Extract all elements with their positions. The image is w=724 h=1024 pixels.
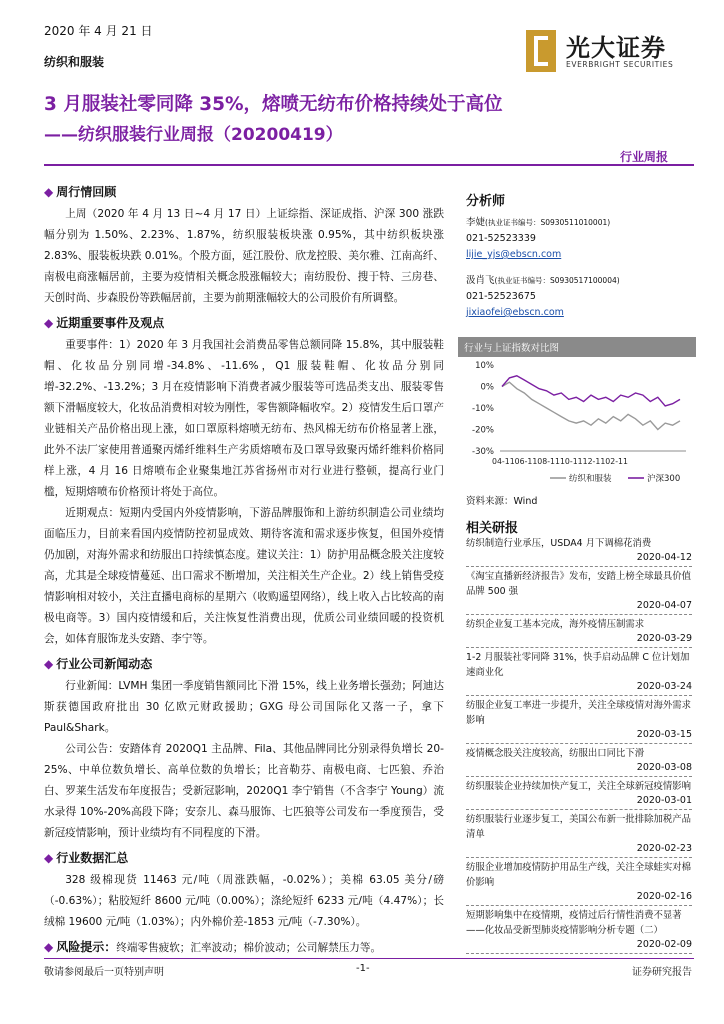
analyst-phone: 021-52523675 <box>466 291 536 302</box>
related-report-title[interactable]: 1-2 月服装社零同降 31%，快手启动品牌 C 位计划加速商业化 <box>466 652 690 678</box>
y-tick-label: -20% <box>472 425 494 436</box>
related-report-item[interactable] <box>466 534 692 567</box>
logo-name-cn: 光大证券 <box>566 33 666 62</box>
paragraph: 上周（2020 年 4 月 13 日~4 月 17 日）上证综指、深证成指、沪深 300 涨跌幅分别为 1.50%、2.23%、1.87%，纺织服装板块涨 0.95%，其中纺织板块涨 2.83%、服装板块跌 0.01%。个股方面，延江股份、欣龙控股、美尔雅、江南高纤、南极电商涨幅居前，主要为疫情相关概念股涨幅较大；南纺股份、搜于特、三房巷、天创时尚、步森股份等跌幅居前，主要为前期涨幅较大的公司股价有所调整。 <box>44 208 444 304</box>
related-reports-list <box>466 534 692 954</box>
related-report-item[interactable] <box>466 648 692 696</box>
paragraph: 328 级棉现货 11463 元/吨（周涨跌幅，-0.02%）；美棉 63.05 美分/磅（-0.63%）；粘胶短纤 8600 元/吨（0.00%）；涤纶短纤 6233 元/吨（4.47%）；长绒棉 19600 元/吨（1.03%）；内外棉价差-1853 元/吨（-7.30%）。 <box>44 874 444 928</box>
logo-name-en: EVERBRIGHT SECURITIES <box>566 60 674 69</box>
x-tick-labels: 04-1106-1108-1110-1112-1102-11 <box>492 457 628 466</box>
related-report-title[interactable]: 疫情概念股关注度较高，纺服出口同比下滑 <box>466 748 645 759</box>
analyst-panel <box>466 190 696 321</box>
diamond-icon: ◆ <box>44 657 54 671</box>
title-divider <box>44 164 694 166</box>
disclaimer-note: 敬请参阅最后一页特别声明 <box>44 967 164 978</box>
section-key-events <box>44 314 444 650</box>
section-heading: 近期重要事件及观点 <box>56 316 165 330</box>
analyst-cert: (执业证书编号：S0930517100004) <box>494 276 620 285</box>
section-industry-data <box>44 849 444 933</box>
footer-label: 证券研究报告 <box>632 967 692 978</box>
series-line <box>502 382 680 429</box>
diamond-icon: ◆ <box>44 316 54 330</box>
related-report-item[interactable] <box>466 777 692 810</box>
analyst-email-link[interactable]: lijie_yjs@ebscn.com <box>466 249 562 260</box>
main-content <box>44 178 444 959</box>
paragraph: 近期观点：短期内受国内外疫情影响，下游品牌服饰和上游纺织制造公司业绩均面临压力，目前来看国内疫情防控初显成效、期待客流和需求逐步恢复，但国外疫情仍加剧，对海外需求和纺服出口持续慎态度。建议关注：1）防护用品概念股关注度较高，尤其是全球疫情蔓延、出口需求不断增加，关注相关生产企业。2）线上销售受疫情影响相对较小，关注直播电商标的星期六（收购遥望网络），线上收入占比较高的南极电商等。3）国内疫情缓和后，关注恢复性消费出现，优质公司业绩回暖的投资机会，如体育服饰龙头安踏、李宁等。 <box>44 507 444 645</box>
related-report-title[interactable]: 纺织企业复工基本完成，海外疫情压制需求 <box>466 619 645 630</box>
paragraph: 公司公告：安踏体育 2020Q1 主品牌、Fila、其他品牌同比分别录得负增长 20-25%、中单位数负增长、高单位数的负增长；比音勒芬、南极电商、七匹狼、乔治白、罗莱生活发布年度报告；受新冠影响，2020Q1 李宁销售（不含李宁 Young）流水录得 10%-20%高段下降；安奈儿、森马服饰、七匹狼等公司发布一季度预告，受新冠疫情影响，预计业绩均有不同程度的下滑。 <box>44 743 444 839</box>
risk-heading: 风险提示： <box>56 940 117 954</box>
related-report-date: 2020-02-16 <box>636 891 692 902</box>
related-report-item[interactable] <box>466 567 692 615</box>
chart-source: 资料来源：Wind <box>466 496 538 507</box>
report-subtitle: ——纺织服装行业周报（20200419） <box>44 125 343 145</box>
diamond-icon: ◆ <box>44 940 54 954</box>
related-report-date: 2020-02-23 <box>636 843 692 854</box>
analyst-card <box>466 273 696 321</box>
report-type-label: 行业周报 <box>620 150 669 164</box>
series-line <box>502 376 680 406</box>
paragraph: 重要事件：1）2020 年 3 月我国社会消费品零售总额同降 15.8%，其中服装鞋帽、化妆品分别同增-34.8%、-11.6%，Q1 服装鞋帽、化妆品分别同增-32.2%、-13.2%；3 月在疫情影响下消费者减少服装等可选品类支出、服装零售额下滑幅度较大，化妆品消费相对较为刚性，零售额降幅收窄。2）疫情发生后口罩产业链相关产品价格出现上涨，如口罩原料熔喷无纺布、热风棉无纺布价格显著上涨，此外不法厂家使用普通聚丙烯纤维料生产劣质熔喷布及口罩导致聚丙烯纤维料价格同样上涨，4 月 16 日熔喷布企业聚集地江苏省扬州市对行业进行整顿，提高行业门槛，短期熔喷布价格预计将处于高位。 <box>44 339 444 498</box>
related-report-date: 2020-04-07 <box>636 600 692 611</box>
related-report-date: 2020-03-01 <box>636 795 692 806</box>
section-heading: 行业数据汇总 <box>56 851 129 865</box>
legend-label: 沪深300 <box>647 474 681 484</box>
page-number: -1- <box>356 963 370 974</box>
related-report-item[interactable] <box>466 696 692 744</box>
related-report-item[interactable] <box>466 906 692 954</box>
comparison-chart <box>458 337 696 487</box>
analyst-card <box>466 215 696 263</box>
analyst-name: 李婕 <box>466 217 486 228</box>
y-tick-label: 0% <box>480 382 494 393</box>
y-tick-label: -30% <box>472 447 494 457</box>
related-report-date: 2020-02-09 <box>636 939 692 950</box>
legend-label: 纺织和服装 <box>569 474 612 484</box>
analyst-phone: 021-52523339 <box>466 233 536 244</box>
related-report-date: 2020-03-08 <box>636 762 692 773</box>
sector-label: 纺织和服装 <box>44 55 105 69</box>
analyst-cert: (执业证书编号：S0930511010001) <box>485 218 611 227</box>
related-report-date: 2020-03-24 <box>636 681 692 692</box>
diamond-icon: ◆ <box>44 185 54 199</box>
related-report-date: 2020-04-12 <box>636 552 692 563</box>
related-report-date: 2020-03-29 <box>636 633 692 644</box>
report-title: 3 月服装社零同降 35%，熔喷无纺布价格持续处于高位 <box>44 94 503 115</box>
risk-text: 终端零售疲软；汇率波动；棉价波动；公司解禁压力等。 <box>116 942 382 954</box>
company-logo <box>526 30 696 74</box>
paragraph: 行业新闻：LVMH 集团一季度销售额同比下滑 15%，线上业务增长强劲；阿迪达斯获德国政府批出 30 亿欧元财政援助；GXG 母公司国际化又落一子，拿下 Paul&Shark。 <box>44 680 444 734</box>
section-heading: 周行情回顾 <box>56 185 117 199</box>
related-report-title[interactable]: 纺织服装企业持续加快产复工，关注全球新冠疫情影响 <box>466 781 692 792</box>
section-heading: 行业公司新闻动态 <box>56 657 153 671</box>
related-report-title[interactable]: 纺服企业复工率进一步提升，关注全球疫情对海外需求影响 <box>466 700 692 726</box>
related-report-title[interactable]: 短期影响集中在疫情期，疫情过后行情性消费不显著——化妆品受新型肺炎疫情影响分析专题（二） <box>466 910 682 936</box>
related-report-item[interactable] <box>466 810 692 858</box>
related-reports-heading: 相关研报 <box>466 521 519 536</box>
related-report-title[interactable]: 纺织制造行业承压，USDA4 月下调棉花消费 <box>466 538 652 549</box>
analyst-name: 汲肖飞 <box>466 275 495 286</box>
related-report-item[interactable] <box>466 858 692 906</box>
section-market-review <box>44 183 444 309</box>
y-tick-label: -10% <box>472 404 494 414</box>
chart-title: 行业与上证指数对比图 <box>458 337 696 357</box>
analyst-email-link[interactable]: jixiaofei@ebscn.com <box>466 307 564 318</box>
related-report-item[interactable] <box>466 744 692 777</box>
related-report-date: 2020-03-15 <box>636 729 692 740</box>
logo-mark-icon <box>526 30 556 72</box>
section-company-news <box>44 655 444 844</box>
chart-svg <box>458 357 696 489</box>
risk-warning <box>44 938 444 955</box>
diamond-icon: ◆ <box>44 851 54 865</box>
report-date: 2020 年 4 月 21 日 <box>44 24 153 38</box>
analyst-heading: 分析师 <box>466 194 506 209</box>
footer-divider <box>44 958 694 959</box>
related-report-title[interactable]: 纺服企业增加疫情防护用品生产线，关注全球蛙实对棉价影响 <box>466 862 692 888</box>
related-report-item[interactable] <box>466 615 692 648</box>
related-report-title[interactable]: 纺织服装行业逐步复工，美国公布新一批排除加税产品清单 <box>466 814 692 840</box>
y-tick-label: 10% <box>475 361 494 371</box>
related-report-title[interactable]: 《淘宝直播新经济报告》发布，安踏上榜全球最具价值品牌 500 强 <box>466 571 692 597</box>
